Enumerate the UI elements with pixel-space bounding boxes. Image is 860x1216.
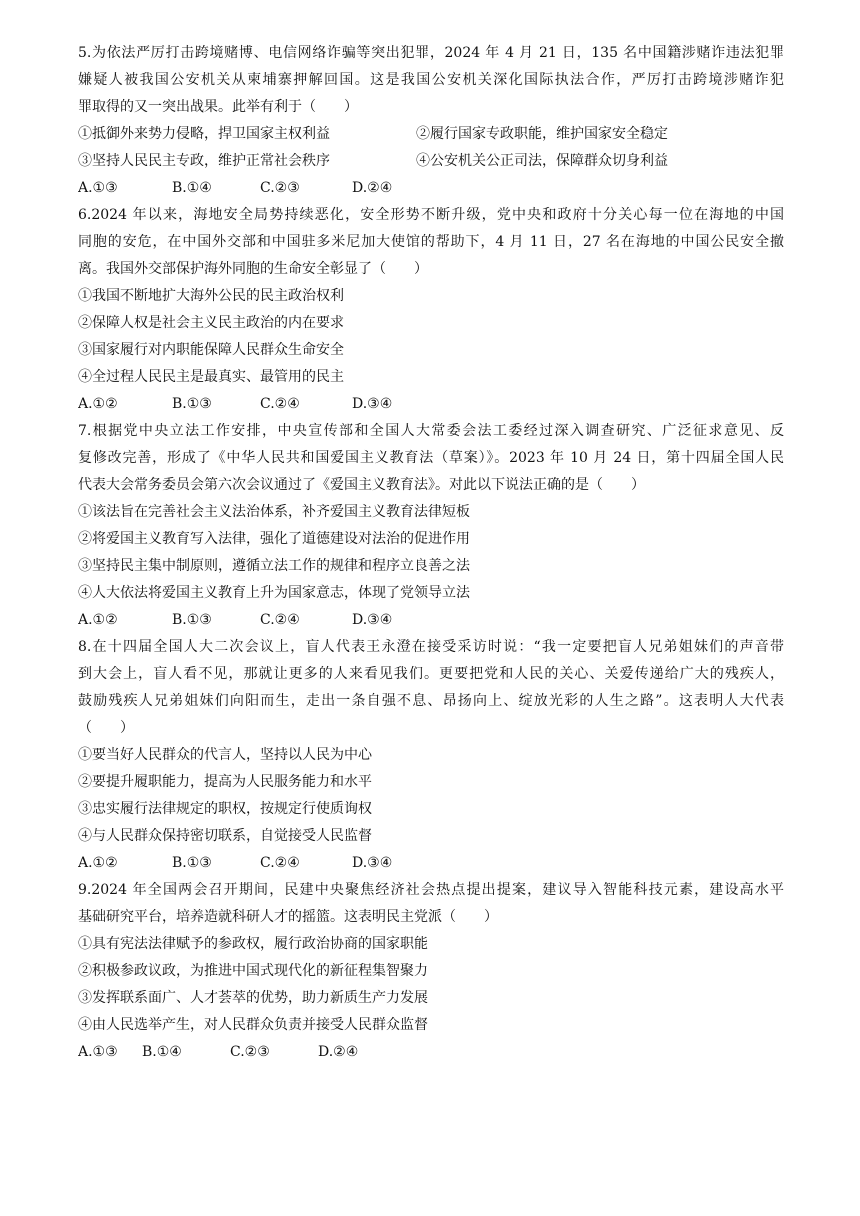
question-6	[78, 202, 784, 418]
question-5	[78, 40, 784, 202]
question-8-answer-choices	[78, 850, 784, 877]
question-7-stem-line-3: 代表大会常务委员会第六次会议通过了《爱国主义教育法》。对此以下说法正确的是（ ）	[78, 477, 645, 493]
question-7-answer-choices	[78, 607, 784, 634]
answer-choice-d: D.③④	[352, 612, 393, 628]
question-6-option-2: ②保障人权是社会主义民主政治的内在要求	[78, 315, 344, 331]
question-6-stem-line-1: 6.2024 年以来，海地安全局势持续恶化，安全形势不断升级，党中央和政府十分关心每一位在海地的中国	[78, 207, 784, 223]
question-7-option-4: ④人大依法将爱国主义教育上升为国家意志，体现了党领导立法	[78, 585, 470, 601]
question-6-option-4: ④全过程人民民主是最真实、最管用的民主	[78, 369, 344, 385]
question-5-option-1: ①抵御外来势力侵略，捍卫国家主权利益	[78, 126, 330, 142]
question-5-stem-line-2: 嫌疑人被我国公安机关从柬埔寨押解回国。这是我国公安机关深化国际执法合作，严厉打击跨境涉赌诈犯	[78, 72, 784, 88]
question-5-options-row-1	[78, 121, 784, 148]
answer-choice-b: B.①③	[172, 396, 212, 412]
answer-choice-c: C.②④	[260, 396, 300, 412]
question-7-stem-line-1: 7.根据党中央立法工作安排，中央宣传部和全国人大常委会法工委经过深入调查研究、广泛征求意见、反	[78, 423, 784, 439]
answer-choice-a: A.①③	[78, 180, 118, 196]
question-9-option-3: ③发挥联系面广、人才荟萃的优势，助力新质生产力发展	[78, 990, 428, 1006]
question-8-stem-line-1: 8.在十四届全国人大二次会议上，盲人代表王永澄在接受采访时说：“我一定要把盲人兄弟姐妹们的声音带	[78, 639, 784, 655]
question-9-option-1: ①具有宪法法律赋予的参政权，履行政治协商的国家职能	[78, 936, 428, 952]
question-5-stem-line-3: 罪取得的又一突出战果。此举有利于（ ）	[78, 99, 358, 115]
answer-choice-a: A.①②	[78, 612, 118, 628]
question-9	[78, 877, 784, 1066]
question-8-option-3: ③忠实履行法律规定的职权，按规定行使质询权	[78, 801, 372, 817]
question-7-option-2: ②将爱国主义教育写入法律，强化了道德建设对法治的促进作用	[78, 531, 470, 547]
answer-choice-c: C.②④	[260, 855, 300, 871]
answer-choice-b: B.①④	[142, 1044, 182, 1060]
question-6-stem-line-2: 同胞的安危，在中国外交部和中国驻多米尼加大使馆的帮助下，4 月 11 日，27 名在海地的中国公民安全撤	[78, 234, 784, 250]
question-8-stem-line-3: 鼓励残疾人兄弟姐妹们向阳而生，走出一条自强不息、昂扬向上、绽放光彩的人生之路”。这表明人大代表	[78, 693, 784, 709]
answer-choice-c: C.②④	[260, 612, 300, 628]
question-6-option-1: ①我国不断地扩大海外公民的民主政治权利	[78, 288, 344, 304]
answer-choice-b: B.①③	[172, 612, 212, 628]
question-5-stem-line-1: 5.为依法严厉打击跨境赌博、电信网络诈骗等突出犯罪，2024 年 4 月 21 日，135 名中国籍涉赌诈违法犯罪	[78, 45, 784, 61]
question-5-option-3: ③坚持人民民主专政，维护正常社会秩序	[78, 153, 330, 169]
question-8-stem-line-2: 到大会上，盲人看不见，那就让更多的人来看见我们。更要把党和人民的关心、关爱传递给广大的残疾人，	[78, 666, 784, 682]
question-6-stem-line-3: 离。我国外交部保护海外同胞的生命安全彰显了（ ）	[78, 261, 428, 277]
answer-choice-d: D.②④	[318, 1044, 359, 1060]
question-5-answer-choices	[78, 175, 784, 202]
question-7-option-1: ①该法旨在完善社会主义法治体系，补齐爱国主义教育法律短板	[78, 504, 470, 520]
question-9-option-2: ②积极参政议政，为推进中国式现代化的新征程集智聚力	[78, 963, 428, 979]
answer-choice-b: B.①④	[172, 180, 212, 196]
question-9-stem-line-2: 基础研究平台，培养造就科研人才的摇篮。这表明民主党派（ ）	[78, 909, 498, 925]
question-6-option-3: ③国家履行对内职能保障人民群众生命安全	[78, 342, 344, 358]
answer-choice-a: A.①③	[78, 1044, 118, 1060]
answer-choice-a: A.①②	[78, 855, 118, 871]
question-8-stem-line-4: （ ）	[78, 720, 134, 736]
question-9-option-4: ④由人民选举产生，对人民群众负责并接受人民群众监督	[78, 1017, 428, 1033]
question-8	[78, 634, 784, 877]
answer-choice-d: D.②④	[352, 180, 393, 196]
question-8-option-2: ②要提升履职能力，提高为人民服务能力和水平	[78, 774, 372, 790]
answer-choice-c: C.②③	[260, 180, 300, 196]
question-5-option-2: ②履行国家专政职能，维护国家安全稳定	[416, 126, 668, 142]
question-9-answer-choices	[78, 1039, 784, 1066]
answer-choice-d: D.③④	[352, 396, 393, 412]
answer-choice-b: B.①③	[172, 855, 212, 871]
question-5-option-4: ④公安机关公正司法，保障群众切身利益	[416, 153, 668, 169]
question-8-option-4: ④与人民群众保持密切联系，自觉接受人民监督	[78, 828, 372, 844]
question-6-answer-choices	[78, 391, 784, 418]
question-7-stem-line-2: 复修改完善，形成了《中华人民共和国爱国主义教育法（草案）》。2023 年 10 月 24 日，第十四届全国人民	[78, 450, 784, 466]
answer-choice-d: D.③④	[352, 855, 393, 871]
answer-choice-c: C.②③	[230, 1044, 270, 1060]
question-5-options-row-2	[78, 148, 784, 175]
answer-choice-a: A.①②	[78, 396, 118, 412]
question-7	[78, 418, 784, 634]
question-8-option-1: ①要当好人民群众的代言人，坚持以人民为中心	[78, 747, 372, 763]
question-9-stem-line-1: 9.2024 年全国两会召开期间，民建中央聚焦经济社会热点提出提案，建议导入智能科技元素，建设高水平	[78, 882, 784, 898]
question-7-option-3: ③坚持民主集中制原则，遵循立法工作的规律和程序立良善之法	[78, 558, 470, 574]
